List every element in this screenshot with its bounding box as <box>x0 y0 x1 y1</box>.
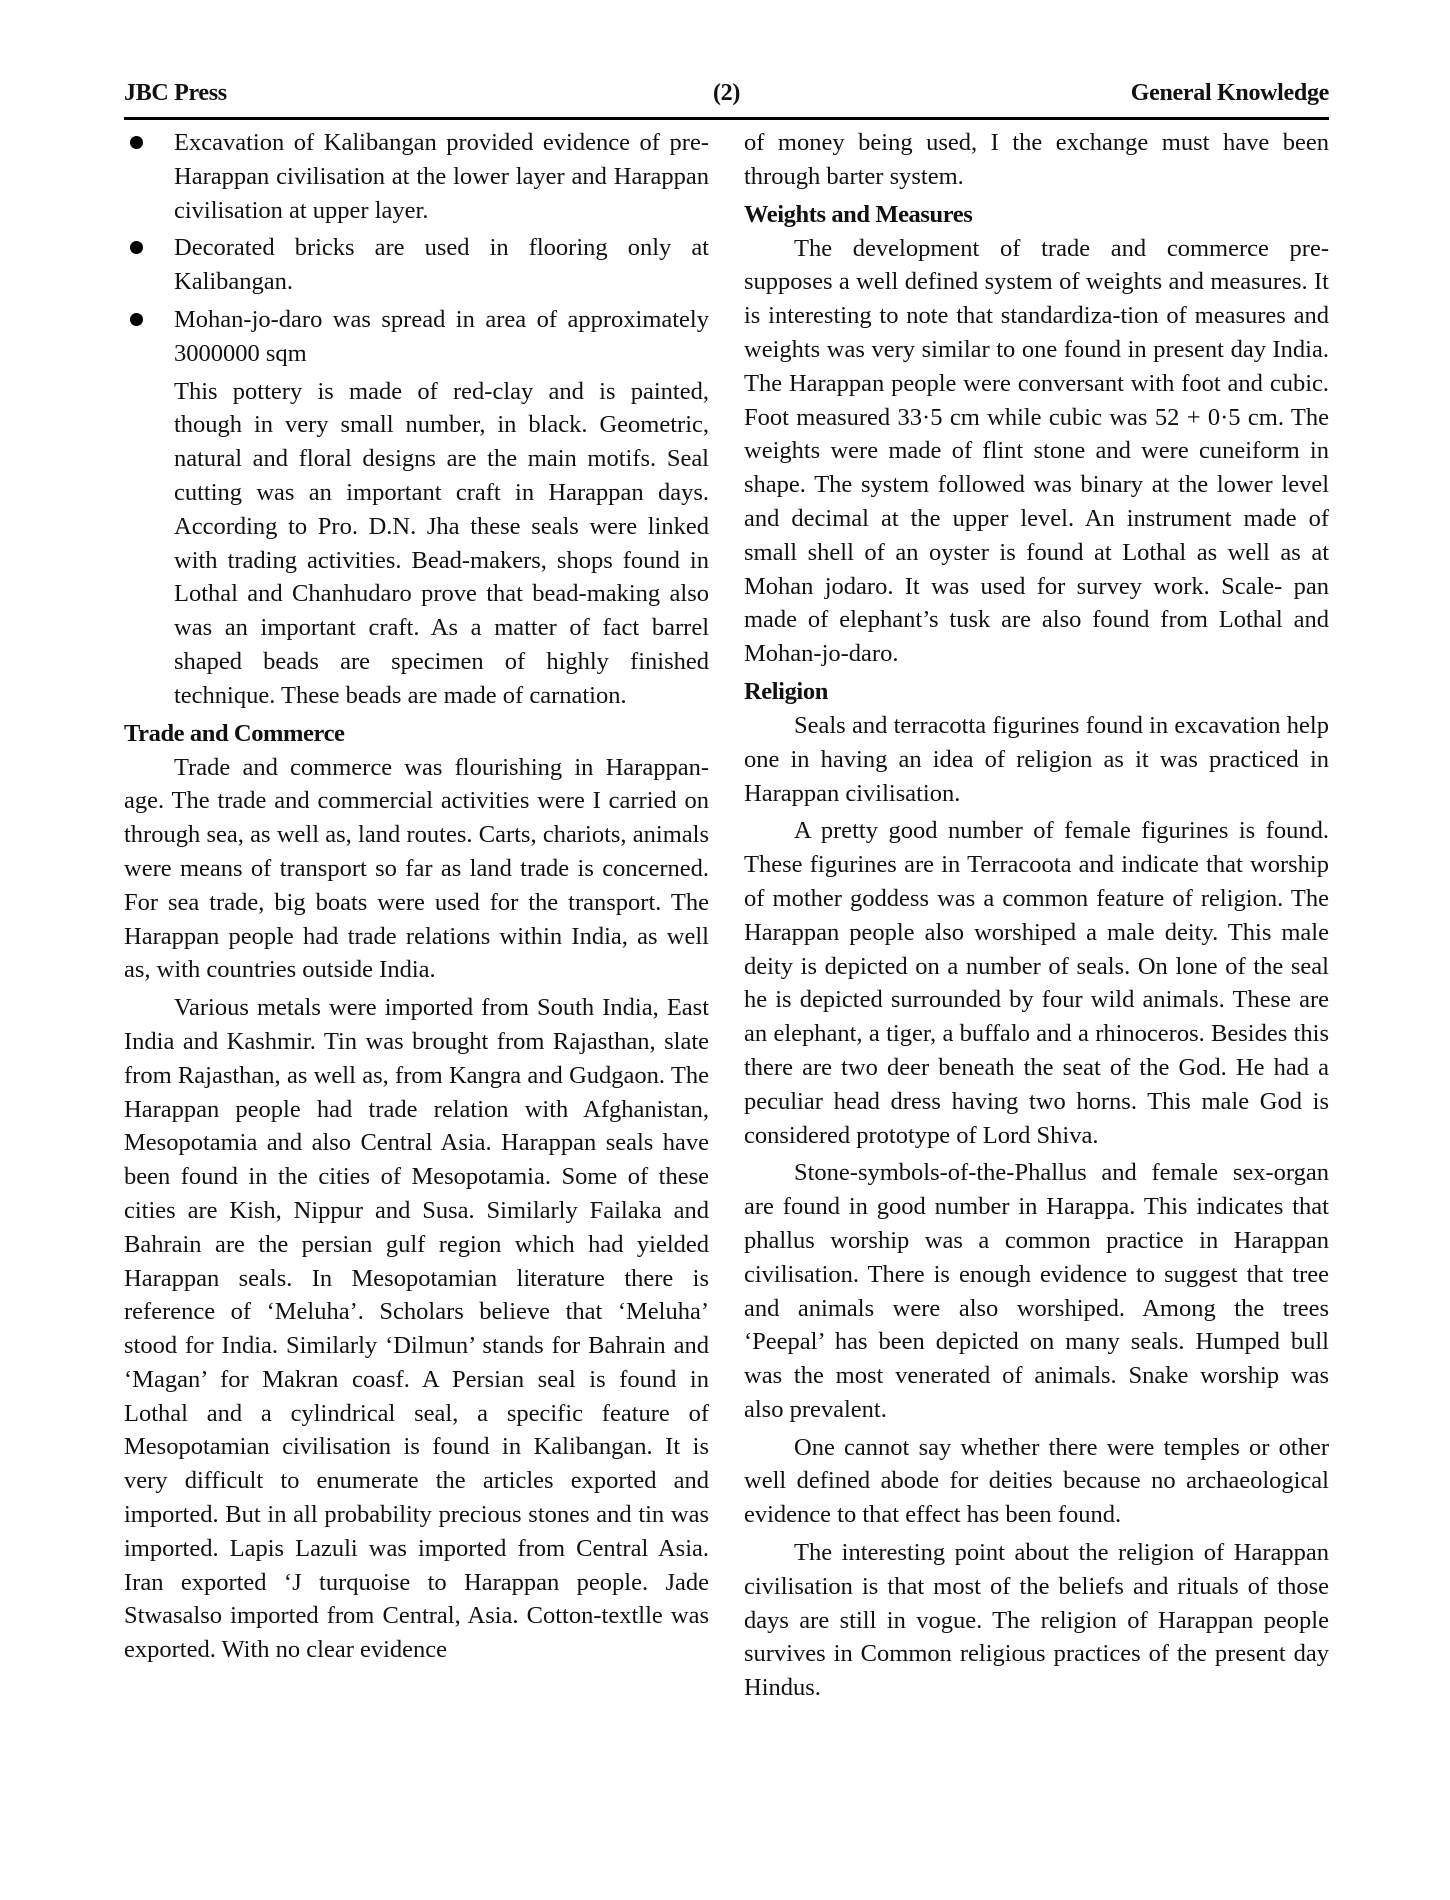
header-rule <box>124 117 1329 120</box>
religion-paragraph: One cannot say whether there were temples or other well defined abode for deities because no archaeological evidence to that effect has been found. <box>744 1433 1329 1529</box>
bullet-item <box>124 126 709 227</box>
trade-paragraph: Various metals were imported from South India, East India and Kashmir. Tin was brought from Rajasthan, slate from Rajasthan, as well as, from Kangra and Gudgaon. The Harappan people had trade relation with Afghanistan, Mesopotamia and also Central Asia. Harappan seals have been found in the cities of Mesopotamia. Some of these cities are Kish, Nippur and Susa. Similarly Failaka and Bahrain are the persian gulf region which had yielded Harappan seals. In Mesopotamian literature there is reference of ‘Meluha’. Scholars believe that ‘Meluha’ stood for India. Similarly ‘Dilmun’ stands for Bahrain and ‘Magan’ for Makran coasf. A Persian seal is found in Lothal and a cylindrical seal, a specific feature of Mesopotamian civilisation is found in Kalibangan. It is very difficult to enumerate the articles exported and imported. But in all probability precious stones and tin was imported. Lapis Lazuli was imported from Central Asia. Iran exported ‘J turquoise to Harappan people. Jade Stwasalso imported from Central, Asia. Cotton-textlle was exported. With no clear evidence <box>124 994 709 1664</box>
religion-paragraph: Seals and terracotta figurines found in excavation help one in having an idea of religion as it was practiced in Harappan civilisation. <box>744 711 1329 807</box>
bullet-text: Mohan-jo-daro was spread in area of approximately 3000000 sqm <box>174 305 709 367</box>
bullet-item <box>124 303 709 371</box>
subject-title: General Knowledge <box>1130 80 1329 106</box>
religion-paragraph: A pretty good number of female figurines is found. These figurines are in Terracoota and indicate that worship of mother goddess was a common feature of religion. The Harappan people also worshiped a male deity. This male deity is depicted on a number of seals. On lone of the seal he is depicted surrounded by four wild animals. These are an elephant, a tiger, a buffalo and a rhinoceros. Besides this there are two deer beneath the seat of the God. He had a peculiar head dress having two horns. This male God is considered prototype of Lord Shiva. <box>744 817 1329 1149</box>
trade-paragraph: Trade and commerce was flourishing in Harappan-age. The trade and commercial activities were I carried on through sea, as well as, land routes. Carts, chariots, animals were means of transport so far as land trade is concerned. For sea trade, big boats were used for the transport. The Harappan people had trade relations within India, as well as, with countries outside India. <box>124 753 709 984</box>
religion-paragraph: The interesting point about the religion of Harappan civilisation is that most of the beliefs and rituals of those days are still in vogue. The religion of Harappan people survives in Common religious practices of the present day Hindus. <box>744 1539 1329 1702</box>
bullet-text: Decorated bricks are used in flooring only at Kalibangan. <box>174 234 709 296</box>
page-header <box>124 80 1329 116</box>
paragraph-text: This pottery is made of red-clay and is painted, though in very small number, in black. Geometric, natural and floral designs are the main motifs. Seal cutting was an important craft in Harappan days. According to Pro. D.N. Jha these seals were linked with trading activities. Bead-makers, shops found in Lothal and Chanhudaro prove that bead-making also was an important craft. As a matter of fact barrel shaped beads are specimen of highly finished technique. These beads are made of carnation. <box>174 377 709 709</box>
publisher-name: JBC Press <box>124 80 227 106</box>
section-heading-religion: Religion <box>744 677 828 705</box>
religion-paragraph: Stone-symbols-of-the-Phallus and female sex-organ are found in good number in Harappa. This indicates that phallus worship was a common practice in Harappan civilisation. There is enough evidence to suggest that tree and animals were also worshiped. Among the trees ‘Peepal’ has been depicted on many seals. Humped bull was the most venerated of animals. Snake worship was also prevalent. <box>744 1159 1329 1423</box>
section-heading-trade: Trade and Commerce <box>124 719 345 747</box>
page-number: (2) <box>712 80 741 106</box>
continuation-paragraph: of money being used, I the exchange must have been through barter system. <box>744 129 1329 190</box>
pottery-paragraph <box>124 375 709 713</box>
bullet-icon <box>130 136 143 149</box>
section-heading-weights: Weights and Measures <box>744 200 973 228</box>
bullet-item <box>124 231 709 299</box>
bullet-text: Excavation of Kalibangan provided evidence of pre- Harappan civilisation at the lower layer and Harappan civilisation at upper layer. <box>174 129 709 224</box>
bullet-icon <box>130 241 143 254</box>
right-column <box>744 126 1329 1709</box>
left-column <box>124 126 709 1671</box>
bullet-icon <box>130 313 143 326</box>
weights-paragraph: The development of trade and commerce pre-supposes a well defined system of weights and measures. It is interesting to note that standardiza-tion of measures and weights was very similar to one found in present day India. The Harappan people were conversant with foot and cubic. Foot measured 33·5 cm while cubic was 52 + 0·5 cm. The weights were made of flint stone and were cuneiform in shape. The system followed was binary at the lower level and decimal at the upper level. An instrument made of small shell of an oyster is found at Lothal as well as at Mohan jodaro. It was used for survey work. Scale- pan made of elephant’s tusk are also found from Lothal and Mohan-jo-daro. <box>744 234 1329 668</box>
